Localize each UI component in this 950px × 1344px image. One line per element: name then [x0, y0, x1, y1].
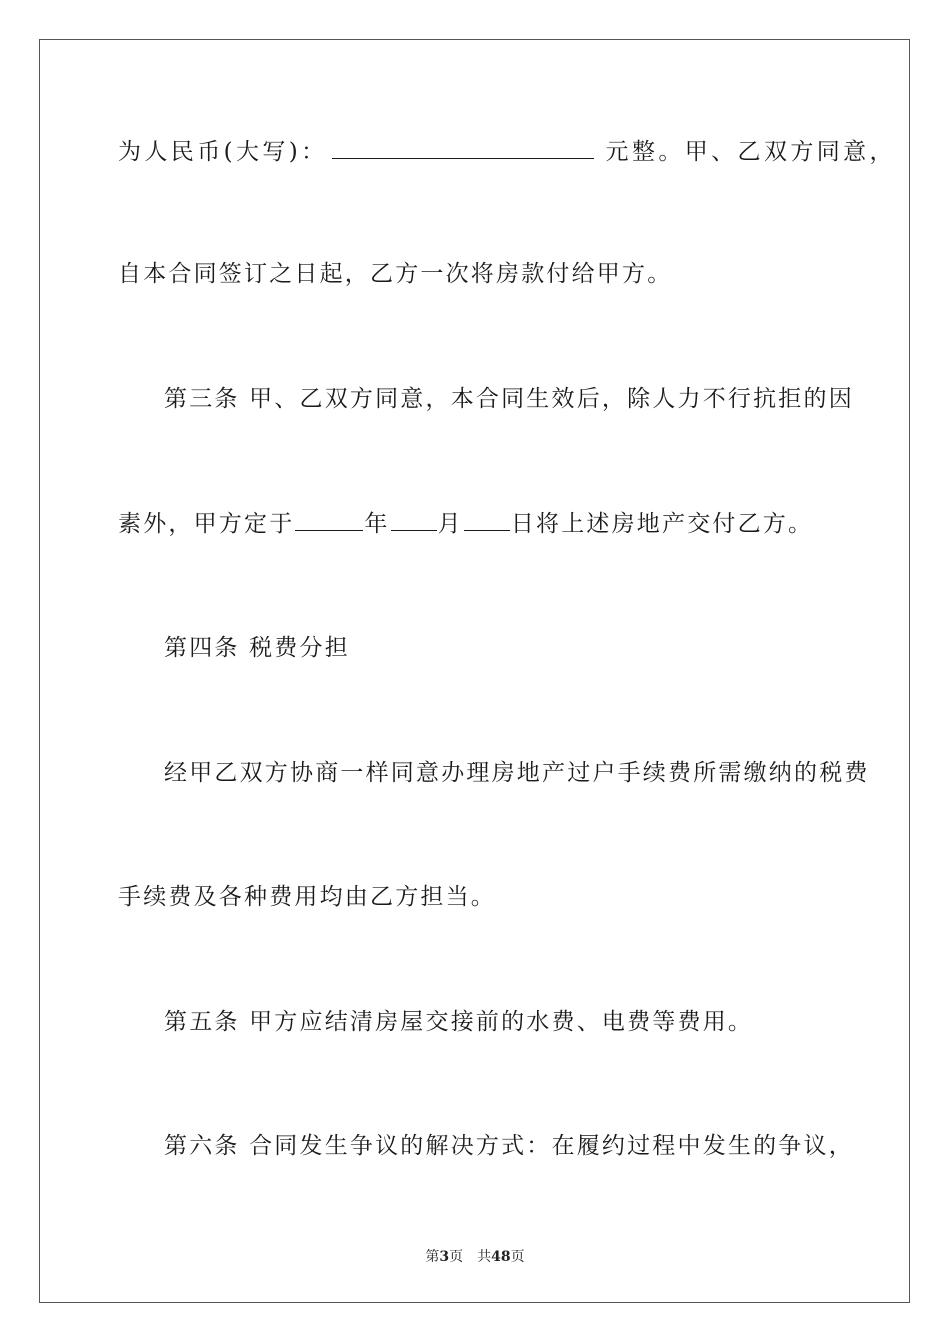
line1-prefix: 为人民币(大写)： — [118, 139, 328, 165]
year-label: 年 — [364, 511, 390, 537]
page-suffix: 页 — [449, 1249, 464, 1265]
text-line-4 — [118, 508, 858, 539]
line4-prefix: 素外，甲方定于 — [118, 511, 295, 537]
page-border — [39, 39, 910, 1303]
day-blank — [464, 508, 510, 531]
clause-5-heading: 第五条 甲方应结清房屋交接前的水费、电费等费用。 — [164, 1009, 754, 1035]
line4-suffix: 日将上述房地产交付乙方。 — [510, 511, 814, 537]
amount-blank — [332, 136, 594, 159]
text-line-6: 经甲乙双方协商一样同意办理房地产过户手续费所需缴纳的税费 — [164, 760, 870, 786]
total-pages-number: 48 — [491, 1249, 511, 1265]
text-line-1 — [118, 136, 896, 167]
text-line-7: 手续费及各种费用均由乙方担当。 — [118, 884, 496, 910]
clause-6-heading: 第六条 合同发生争议的解决方式：在履约过程中发生的争议， — [164, 1133, 854, 1159]
total-prefix: 共 — [477, 1249, 492, 1265]
clause-3-heading: 第三条 甲、乙双方同意，本合同生效后，除人力不行抗拒的因 — [164, 386, 854, 412]
page-prefix: 第 — [425, 1249, 440, 1265]
text-line-2: 自本合同签订之日起，乙方一次将房款付给甲方。 — [118, 261, 673, 287]
year-blank — [295, 508, 363, 531]
total-suffix: 页 — [510, 1249, 525, 1265]
page-footer — [0, 1248, 950, 1266]
month-blank — [391, 508, 437, 531]
current-page-number: 3 — [439, 1249, 450, 1265]
month-label: 月 — [437, 511, 463, 537]
clause-4-heading: 第四条 税费分担 — [164, 635, 350, 661]
line1-suffix: 元整。甲、乙双方同意， — [605, 139, 896, 165]
